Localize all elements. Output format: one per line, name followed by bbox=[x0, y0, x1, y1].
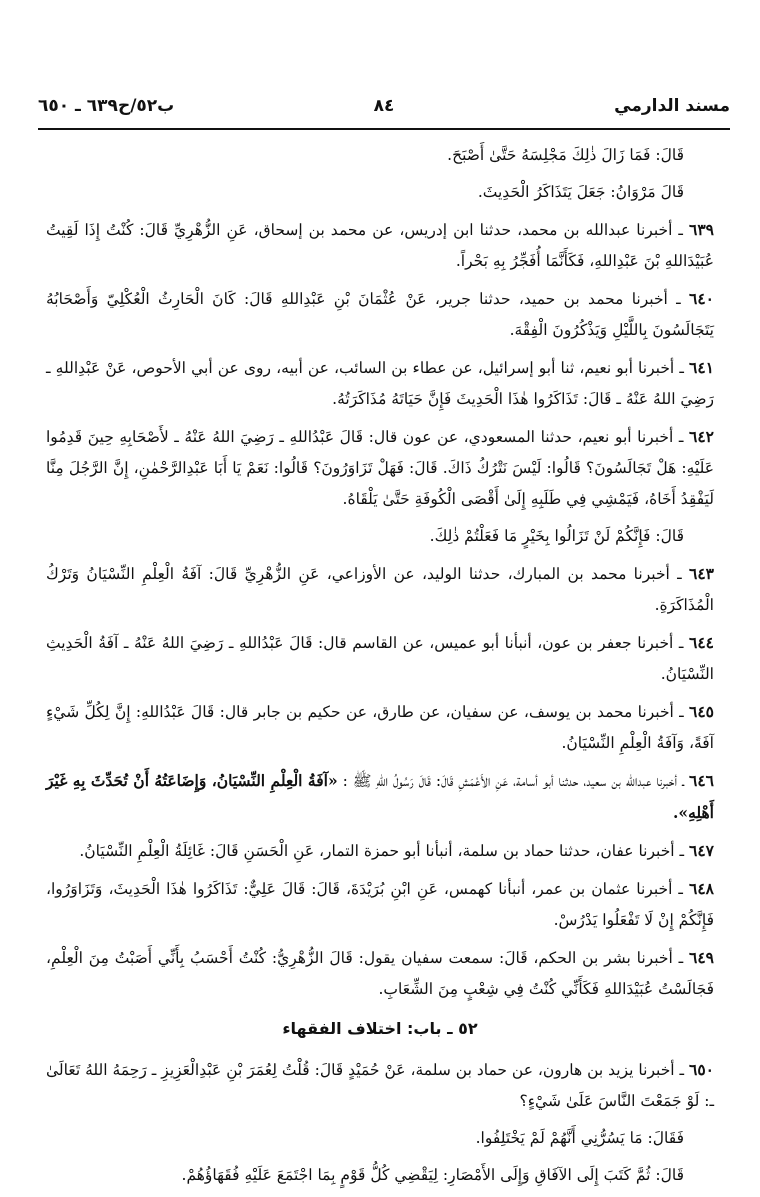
hadith-number: ٦٤٩ bbox=[689, 948, 714, 967]
hadith-number: ٦٤٤ bbox=[689, 633, 714, 652]
hadith-paragraph bbox=[46, 627, 714, 690]
hadith-text: قَالَ: فَمَا زَالَ ذٰلِكَ مَجْلِسَهُ حَتَّىٰ أَصْبَحَ. bbox=[447, 146, 684, 164]
page-body bbox=[46, 140, 714, 1197]
hadith-paragraph bbox=[46, 352, 714, 415]
hadith-paragraph bbox=[46, 873, 714, 936]
hadith-text: ـ أخبرنا عبدالله بن محمد، حدثنا ابن إدريس، عن محمد بن إسحاق، عَنِ الزُّهْرِيِّ قَالَ: كُنْتُ إِذَا لَقِيتُ عُبَيْدَاللهِ بْنَ عَبْدِاللهِ، فَكَأَنَّمَا أُفَجِّرُ بِهِ بَحْراً. bbox=[46, 221, 714, 270]
hadith-text: ـ أخبرنا أبو نعيم، حدثنا المسعودي، عن عون قال: قَالَ عَبْدُاللهِ ـ رَضِيَ اللهُ عَنْهُ ـ لأَصْحَابِهِ حِينَ قَدِمُوا عَلَيْهِ: هَلْ تَجَالَسُونَ؟ قَالُوا: لَيْسَ نَتْرُكُ ذَاكَ. قَالَ: فَهَلْ تَزَاوَرُونَ؟ قَالُوا: نَعَمْ يَا أَبَا عَبْدِالرَّحْمٰنِ، إِنَّ الرَّجُلَ مِنَّا لَيَفْقِدُ أَخَاهُ، فَيَمْشِي فِي طَلَبِهِ إِلَىٰ أَقْصَى الْكُوفَةِ حَتَّىٰ يَلْقَاهُ. bbox=[46, 428, 714, 508]
hadith-number: ٦٤٠ bbox=[689, 289, 714, 308]
hadith-block-1 bbox=[46, 140, 714, 1005]
hadith-paragraph bbox=[46, 283, 714, 346]
section-title: ٥٢ ـ باب: اختلاف الفقهاء bbox=[282, 1019, 478, 1038]
hadith-text: ـ أخبرنا محمد بن حميد، حدثنا جرير، عَنْ عُثْمَانَ بْنِ عَبْدِاللهِ قَالَ: كَانَ الْحَارِثُ الْعُكْلِيّ وَأَصْحَابُهُ يَتَجَالَسُونَ بِاللَّيْلِ وَيَذْكُرُونَ الْفِقْهَ. bbox=[46, 290, 714, 339]
hadith-text: فَقَالَ: مَا يَسُرُّنِي أَنَّهُمْ لَمْ يَخْتَلِفُوا. bbox=[475, 1129, 684, 1147]
hadith-text: قَالَ: ثُمَّ كَتَبَ إِلَى الآفَاقِ وَإِلَى الأَمْصَارِ: لِيَقْضِي كُلُّ قَوْمٍ بِمَا اجْتَمَعَ عَلَيْهِ فُقَهَاؤُهُمْ. bbox=[181, 1166, 684, 1184]
text-line bbox=[46, 1160, 714, 1191]
hadith-text: قَالَ: فَإِنَّكُمْ لَنْ تَزَالُوا بِخَيْرٍ مَا فَعَلْتُمْ ذٰلِكَ. bbox=[429, 527, 684, 545]
header-rule bbox=[38, 128, 730, 130]
hadith-paragraph bbox=[46, 421, 714, 515]
text-line bbox=[46, 177, 714, 208]
page-number: ٨٤ bbox=[373, 96, 395, 116]
hadith-text: ـ أخبرنا أبو نعيم، ثنا أبو إسرائيل، عن عطاء بن السائب، عن أبيه، روى عن أبي الأحوص، عَنْ عَبْدِاللهِ ـ رَضِيَ اللهُ عَنْهُ ـ قَالَ: تَذَاكَرُوا هٰذَا الْحَدِيثَ فَإِنَّ حَيَاتَهُ مُذَاكَرَتُهُ. bbox=[46, 359, 714, 408]
hadith-text: ـ أخبرنا جعفر بن عون، أنبأنا أبو عميس، عن القاسم قال: قَالَ عَبْدُاللهِ ـ رَضِيَ اللهُ عَنْهُ ـ آفَةُ الْحَدِيثِ النِّسْيَانُ. bbox=[46, 634, 714, 683]
text-line bbox=[46, 521, 714, 552]
hadith-text: ـ أخبرنا محمد بن يوسف، عن سفيان، عن طارق، عن حكيم بن جابر قال: قَالَ عَبْدُاللهِ: إِنَّ لِكُلِّ شَيْءٍ آفَةً، وَآفَةُ الْعِلْمِ النِّسْيَانُ. bbox=[46, 703, 714, 752]
hadith-number: ٦٣٩ bbox=[689, 220, 714, 239]
hadith-number: ٦٤٧ bbox=[689, 841, 714, 860]
hadith-number: ٦٤٣ bbox=[689, 564, 714, 583]
hadith-number: ٦٤٥ bbox=[689, 702, 715, 721]
hadith-paragraph bbox=[46, 696, 714, 759]
hadith-text: قَالَ مَرْوَانُ: جَعَلَ يَتَذَاكَرُ الْحَدِيثَ. bbox=[477, 183, 684, 201]
hadith-text: ـ أخبرنا بشر بن الحكم، قَالَ: سمعت سفيان يقول: قَالَ الزُّهْرِيُّ: كُنْتُ أَحْسَبُ بِأَنِّي أَصَبْتُ مِنَ الْعِلْمِ، فَجَالَسْتُ عُبَيْدَاللهِ فَكَأَنِّي كُنْتُ فِي شِعْبٍ مِنَ الشِّعَابِ. bbox=[46, 949, 714, 998]
book-title: مسند الدارمي bbox=[614, 96, 730, 116]
hadith-paragraph bbox=[46, 558, 714, 621]
hadith-paragraph bbox=[46, 835, 714, 867]
hadith-number: ٦٤٨ bbox=[689, 879, 714, 898]
text-line bbox=[46, 140, 714, 171]
hadith-paragraph bbox=[46, 214, 714, 277]
hadith-range: ب٥٢/ح٦٣٩ ـ ٦٥٠ bbox=[38, 96, 175, 116]
prophetic-saying: «آفَةُ الْعِلْمِ النِّسْيَانُ، وَإِضَاعَتُهُ أَنْ تُحَدِّثَ بِهِ غَيْرَ أَهْلِهِ». bbox=[46, 771, 714, 822]
page-header bbox=[38, 96, 730, 126]
hadith-text: ـ أخبرنا عثمان بن عمر، أنبأنا كهمس، عَنِ ابْنِ بُرَيْدَةَ، قَالَ: قَالَ عَلِيٌّ: تَذَاكَرُوا هٰذَا الْحَدِيثَ، وَتَزَاوَرُوا، فَإِنَّكُمْ إِنْ لَا تَفْعَلُوا يَدْرُسْ. bbox=[46, 880, 714, 929]
hadith-number: ٦٤٦ bbox=[689, 771, 714, 790]
hadith-text: ـ أخبرنا عبدالله بن سعيد، حدثنا أبو أسامة، عَنِ الأَعْمَشِ قَالَ: قَالَ رَسُولُ اللهِ ﷺ : bbox=[342, 772, 685, 790]
hadith-block-2 bbox=[46, 1054, 714, 1191]
hadith-number: ٦٤٢ bbox=[689, 427, 714, 446]
hadith-text: ـ أخبرنا عفان، حدثنا حماد بن سلمة، أنبأنا أبو حمزة التمار، عَنِ الْحَسَنِ قَالَ: غَائِلَةُ الْعِلْمِ النِّسْيَانُ. bbox=[79, 842, 685, 860]
hadith-number: ٦٤١ bbox=[689, 358, 714, 377]
hadith-paragraph bbox=[46, 942, 714, 1005]
hadith-number: ٦٥٠ bbox=[689, 1060, 714, 1079]
hadith-paragraph bbox=[46, 1054, 714, 1117]
hadith-paragraph bbox=[46, 765, 714, 829]
hadith-text: ـ أخبرنا محمد بن المبارك، حدثنا الوليد، عن الأوزاعي، عَنِ الزُّهْرِيِّ قَالَ: آفَةُ الْعِلْمِ النِّسْيَانُ وَتَرْكُ الْمُذَاكَرَةِ. bbox=[46, 565, 714, 614]
text-line bbox=[46, 1123, 714, 1154]
hadith-text: ـ أخبرنا يزيد بن هارون، عن حماد بن سلمة، عَنْ حُمَيْدٍ قَالَ: قُلْتُ لِعُمَرَ بْنِ عَبْدِالْعَزِيزِ ـ رَحِمَهُ اللهُ تَعَالَىٰ ـ: لَوْ جَمَعْتَ النَّاسَ عَلَىٰ شَيْءٍ؟ bbox=[46, 1061, 714, 1110]
